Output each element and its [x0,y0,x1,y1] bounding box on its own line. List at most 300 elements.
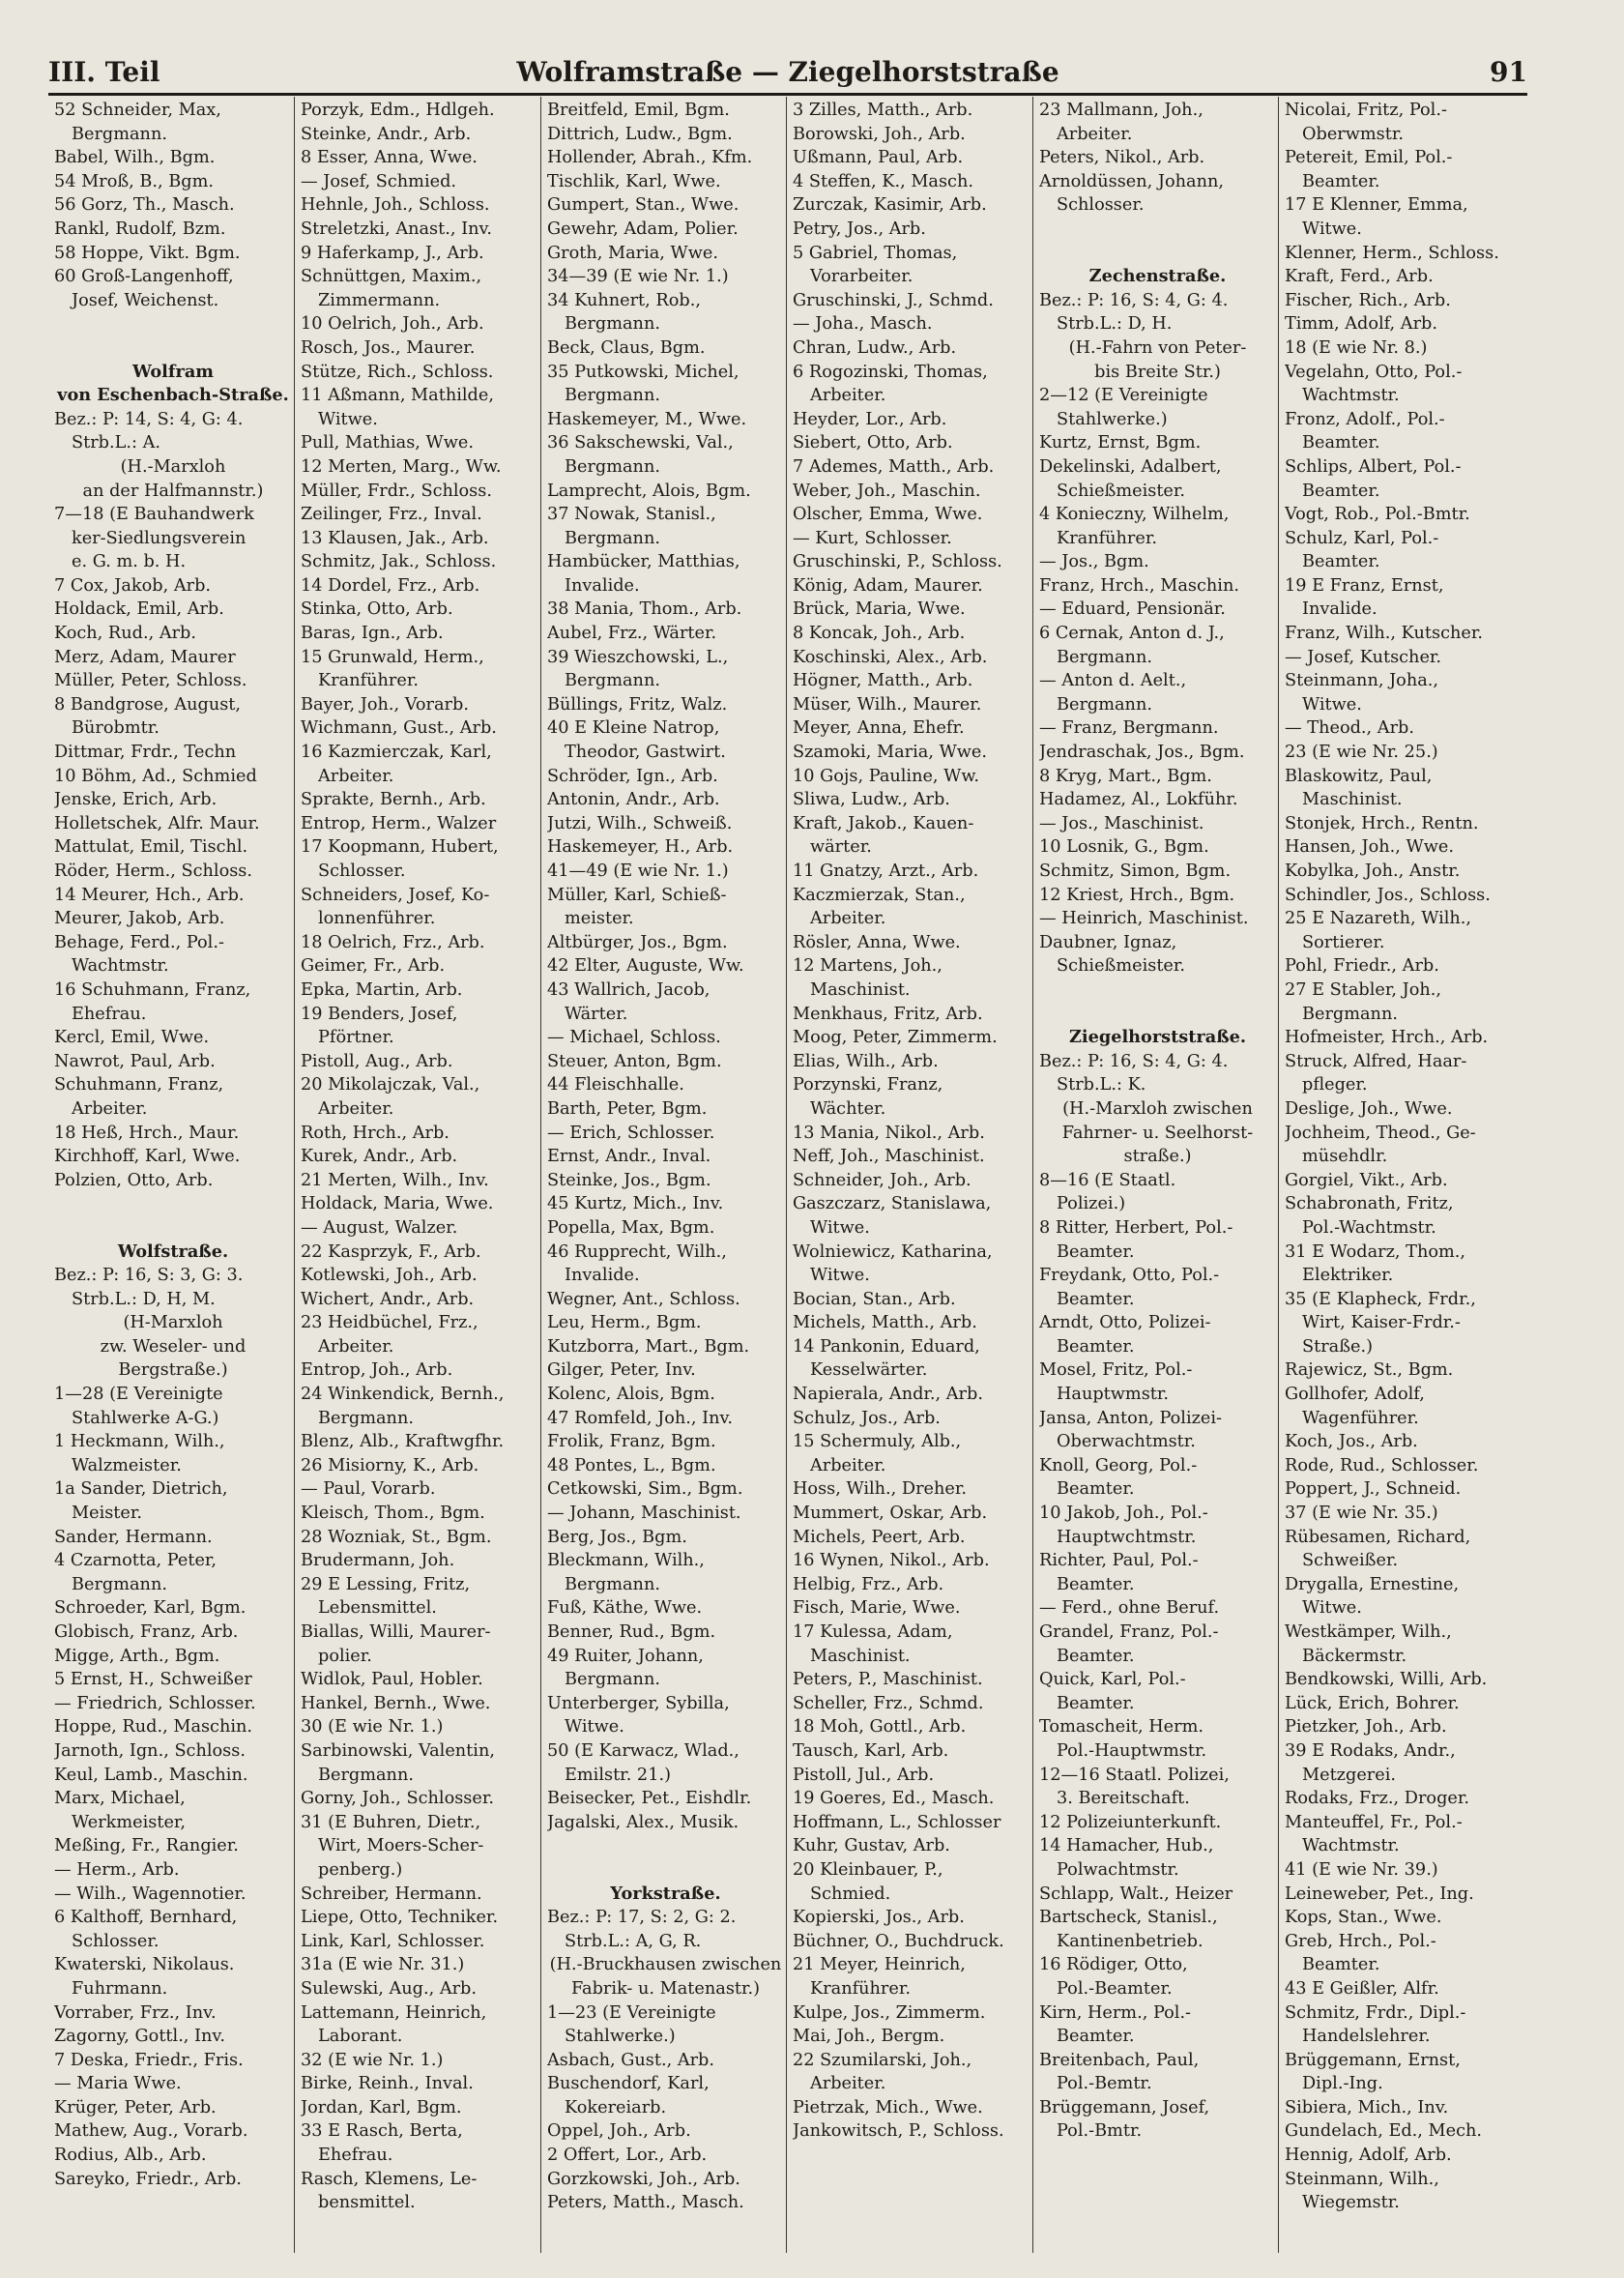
entry-line: Müller, Karl, Schieß- [547,885,727,905]
entry-line: Kurek, Andr., Arb. [301,1147,458,1167]
entry-line: Wirt, Moers-Scher- [318,1836,484,1856]
entry-line: Beamter. [1057,1241,1135,1262]
entry-line: Lebensmittel. [318,1598,437,1619]
entry-line: Oberwachtmstr. [1057,1432,1196,1452]
entry-line: 17 E Klenner, Emma, [1285,195,1468,216]
entry-line: Schuhmann, Franz, [54,1075,224,1095]
entry-line: Holdack, Maria, Wwe. [301,1194,494,1214]
entry-line: Pistoll, Aug., Arb. [301,1051,453,1071]
entry-line: Bürobmtr. [72,718,160,739]
entry-line: Hansen, Joh., Wwe. [1285,837,1454,858]
entry-line: Neff, Joh., Maschinist. [793,1147,985,1167]
street-heading: Ziegelhorststraße. [1068,1027,1247,1048]
entry-line: Szamoki, Maria, Wwe. [793,743,987,763]
entry-line: Witwe. [565,1717,624,1738]
entry-line: Röder, Herm., Schloss. [54,862,252,881]
entry-line: 16 Rödiger, Otto, [1039,1955,1188,1975]
entry-line: Bergmann. [1302,1004,1398,1024]
entry-line: Beamter. [1302,481,1380,501]
entry-line: Hambücker, Matthias, [547,552,740,572]
entry-line: Fuß, Käthe, Wwe. [547,1598,703,1619]
entry-line: Strb.L.: K. [1057,1075,1146,1095]
entry-line: Witwe. [1302,219,1362,239]
entry-line: 1—28 (E Vereinigte [54,1385,223,1405]
entry-line: 4 Steffen, K., Masch. [793,171,973,191]
entry-line: Olscher, Emma, Wwe. [793,505,983,525]
entry-line: Klenner, Herm., Schloss. [1285,243,1499,263]
entry-line: Wiegemstr. [1302,2193,1400,2213]
entry-line: 25 E Nazareth, Wilh., [1285,909,1472,929]
entry-line: Theodor, Gastwirt. [565,743,726,763]
entry-line: Bendkowski, Willi, Arb. [1285,1670,1488,1690]
entry-line: Gorzkowski, Joh., Arb. [547,2169,740,2189]
entry-line: Zagorny, Gottl., Inv. [54,2027,225,2047]
entry-line: Arndt, Otto, Polizei- [1039,1313,1211,1333]
entry-line: 14 Hamacher, Hub., [1039,1836,1214,1856]
entry-line: Bergmann. [72,1574,167,1594]
entry-line: 4 Czarnotta, Peter, [54,1551,218,1571]
entry-line: 52 Schneider, Max, [54,101,221,120]
entry-line: Sareyko, Friedr., Arb. [54,2169,242,2189]
entry-line: 7 Cox, Jakob, Arb. [54,575,212,596]
entry-line: Mai, Joh., Bergm. [793,2027,945,2047]
entry-line: 43 Wallrich, Jacob, [547,979,710,1000]
entry-line: Bez.: P: 14, S: 4, G: 4. [54,409,244,429]
entry-line: Stahlwerke.) [565,2027,676,2047]
street-heading: von Eschenbach-Straße. [57,385,289,406]
entry-line: Mummert, Oskar, Arb. [793,1504,988,1524]
entry-line: Koch, Jos., Arb. [1285,1432,1418,1452]
entry-line: Rosch, Jos., Maurer. [301,337,476,358]
entry-line: Müser, Wilh., Maurer. [793,694,982,715]
entry-line: Oppel, Joh., Arb. [547,2121,691,2142]
entry-line: Beamter. [1057,1646,1135,1666]
entry-line: 20 Mikolajczak, Val., [301,1075,480,1095]
entry-line: Biallas, Willi, Maurer- [301,1622,491,1642]
entry-line: Bergmann. [565,314,660,335]
entry-line: Roth, Hrch., Arb. [301,1123,450,1143]
entry-line: Rodaks, Frz., Droger. [1285,1789,1469,1809]
entry-line: Freydank, Otto, Pol.- [1039,1266,1220,1286]
entry-line: Bergmann. [1057,694,1152,715]
entry-line: 18 Moh, Gottl., Arb. [793,1717,967,1738]
entry-line: Koschinski, Alex., Arb. [793,647,988,667]
entry-line: Birke, Reinh., Inval. [301,2074,474,2094]
entry-line: Franz, Hrch., Maschin. [1039,575,1239,596]
entry-line: Rasch, Klemens, Le- [301,2169,478,2189]
column-2 [294,97,541,2253]
entry-line: 11 Aßmann, Mathilde, [301,386,494,406]
entry-line: Pietzker, Joh., Arb. [1285,1717,1447,1738]
entry-line: 10 Losnik, G., Bgm. [1039,837,1209,858]
entry-line: Sarbinowski, Valentin, [301,1740,495,1761]
entry-line: Kutzborra, Mart., Bgm. [547,1336,750,1357]
entry-line: Beamter. [1057,1336,1135,1357]
entry-line: Arbeiter. [318,1336,394,1357]
entry-line: Vorarbeiter. [810,267,914,287]
entry-line: 14 Meurer, Hch., Arb. [54,885,245,905]
entry-line: 28 Wozniak, St., Bgm. [301,1527,492,1547]
entry-line: Witwe. [810,1266,870,1286]
entry-line: Rankl, Rudolf, Bzm. [54,219,226,239]
entry-line: Sibiera, Mich., Inv. [1285,2097,1449,2117]
entry-line: 17 Koopmann, Hubert, [301,837,499,858]
entry-line: Invalide. [565,1266,640,1286]
entry-line: Steuer, Anton, Bgm. [547,1051,722,1071]
entry-line: Schlosser. [1057,195,1145,216]
entry-line: Pol.-Hauptwmstr. [1057,1740,1207,1761]
entry-line: 4 Konieczny, Wilhelm, [1039,505,1230,525]
entry-line: Hoppe, Rud., Maschin. [54,1717,253,1738]
entry-line: Beisecker, Pet., Eishdlr. [547,1789,752,1809]
entry-line: Berg, Jos., Bgm. [547,1527,687,1547]
entry-line: Schießmeister. [1057,481,1186,501]
entry-line: Schlosser. [318,862,406,881]
entry-line: Pistoll, Jul., Arb. [793,1765,935,1785]
entry-line: Asbach, Gust., Arb. [547,2050,715,2070]
entry-line: Leu, Herm., Bgm. [547,1313,702,1333]
entry-line: Aubel, Frz., Wärter. [547,624,717,644]
entry-line: 12 Martens, Joh., [793,956,942,977]
entry-line: Hoffmann, L., Schlosser [793,1812,1001,1832]
entry-line: 47 Romfeld, Joh., Inv. [547,1408,733,1428]
entry-line: Vogt, Rob., Pol.-Bmtr. [1285,505,1470,525]
entry-line: 6 Cernak, Anton d. J., [1039,624,1225,644]
entry-line: Tausch, Karl, Arb. [793,1740,949,1761]
entry-line: 18 Heß, Hrch., Maur. [54,1123,240,1143]
entry-line: Buschendorf, Karl, [547,2074,710,2094]
entry-line: Kirchhoff, Karl, Wwe. [54,1147,241,1167]
entry-line: Rodius, Alb., Arb. [54,2146,207,2166]
entry-line: Arbeiter. [1057,124,1133,144]
entry-line: 30 (E wie Nr. 1.) [301,1717,444,1738]
entry-line: Bergstraße.) [118,1360,228,1381]
entry-line: — Johann, Maschinist. [547,1504,741,1524]
entry-line: Hofmeister, Hrch., Arb. [1285,1028,1489,1048]
entry-line: 15 Grunwald, Herm., [301,647,484,667]
entry-line: 23 Heidbüchel, Frz., [301,1313,478,1333]
entry-line: Fuhrmann. [72,1978,168,1999]
entry-line: Schindler, Jos., Schloss. [1285,885,1491,905]
entry-line: — Paul, Vorarb. [301,1479,436,1500]
entry-line: — Jos., Maschinist. [1039,813,1204,833]
entry-line: 49 Ruiter, Johann, [547,1646,704,1666]
entry-line: Siebert, Otto, Arb. [793,433,953,453]
entry-line: (H.-Fahrn von Peter- [1068,337,1247,358]
entry-line: 21 Meyer, Heinrich, [793,1955,966,1975]
entry-line: 2—12 (E Vereinigte [1039,386,1208,406]
entry-line: Franz, Wilh., Kutscher. [1285,624,1483,644]
entry-line: Wächter. [810,1098,886,1119]
entry-line: Arbeiter. [810,386,886,406]
spacer [1039,1003,1276,1027]
entry-line: Manteuffel, Fr., Pol.- [1285,1812,1463,1832]
entry-line: Stonjek, Hrch., Rentn. [1285,813,1479,833]
entry-line: 26 Misiorny, K., Arb. [301,1455,479,1475]
entry-line: Benner, Rud., Bgm. [547,1622,716,1642]
entry-line: Blaskowitz, Paul, [1285,766,1433,786]
entry-line: Ernst, Andr., Inval. [547,1147,711,1167]
entry-line: Koch, Rud., Arb. [54,624,197,644]
entry-line: Fischer, Rich., Arb. [1285,290,1451,310]
entry-line: Kantinenbetrieb. [1057,1931,1204,1951]
entry-line: Schnüttgen, Maxim., [301,267,482,287]
entry-line: 34 Kuhnert, Rob., [547,290,701,310]
entry-line: Peters, Nikol., Arb. [1039,148,1205,168]
entry-line: — Theod., Arb. [1285,718,1414,739]
entry-line: (H.-Bruckhausen zwischen [549,1955,782,1975]
entry-line: meister. [565,909,634,929]
entry-line: 56 Gorz, Th., Masch. [54,195,235,216]
entry-line: Polizei.) [1057,1194,1126,1214]
entry-line: Sortierer. [1302,932,1385,952]
entry-line: Poppert, J., Schneid. [1285,1479,1462,1500]
entry-line: Steinmann, Wilh., [1285,2169,1439,2189]
entry-line: Heyder, Lor., Arb. [793,409,947,429]
entry-line: Jankowitsch, P., Schloss. [793,2121,1004,2142]
entry-line: Beamter. [1057,2027,1135,2047]
entry-line: Lamprecht, Alois, Bgm. [547,481,751,501]
entry-line: 13 Mania, Nikol., Arb. [793,1123,985,1143]
entry-line: Meßing, Fr., Rangier. [54,1836,239,1856]
entry-line: Jendraschak, Jos., Bgm. [1039,743,1245,763]
entry-line: 41 (E wie Nr. 39.) [1285,1859,1438,1880]
entry-line: Bergmann. [565,1670,660,1690]
entry-line: 23 Mallmann, Joh., [1039,101,1204,120]
entry-line: 18 (E wie Nr. 8.) [1285,337,1428,358]
entry-line: Ehefrau. [72,1004,147,1024]
entry-line: Stinka, Otto, Arb. [301,599,453,620]
entry-line: Chran, Ludw., Arb. [793,337,957,358]
entry-line: Migge, Arth., Bgm. [54,1646,220,1666]
entry-line: Breitfeld, Emil, Bgm. [547,101,730,120]
entry-line: Petereit, Emil, Pol.- [1285,148,1453,168]
entry-line: 10 Böhm, Ad., Schmied [54,766,257,786]
entry-line: 8 Bandgrose, August, [54,694,242,715]
entry-line: — Friedrich, Schlosser. [54,1693,256,1713]
entry-line: Gollhofer, Adolf, [1285,1385,1425,1405]
entry-line: 39 E Rodaks, Andr., [1285,1740,1456,1761]
entry-line: Wichmann, Gust., Arb. [301,718,497,739]
entry-line: Zurczak, Kasimir, Arb. [793,195,987,216]
entry-line: Hauptwmstr. [1057,1385,1170,1405]
entry-line: Jenske, Erich, Arb. [54,790,218,810]
entry-line: Beamter. [1302,433,1380,453]
entry-line: 8 Ritter, Herbert, Pol.- [1039,1217,1233,1238]
entry-line: 19 Goeres, Ed., Masch. [793,1789,995,1809]
entry-line: Schabronath, Fritz, [1285,1194,1454,1214]
entry-line: 22 Kasprzyk, F., Arb. [301,1241,481,1262]
entry-line: Arbeiter. [318,1098,394,1119]
entry-line: Meyer, Anna, Ehefr. [793,718,965,739]
entry-line: Bartscheck, Stanisl., [1039,1908,1218,1928]
entry-line: Hollender, Abrah., Kfm. [547,148,753,168]
entry-line: 1a Sander, Dietrich, [54,1479,228,1500]
entry-line: 16 Wynen, Nikol., Arb. [793,1551,990,1571]
entry-line: Stahlwerke A-G.) [72,1408,219,1428]
entry-line: Menkhaus, Fritz, Arb. [793,1004,983,1024]
entry-line: 37 Nowak, Stanisl., [547,505,716,525]
entry-line: Cetkowski, Sim., Bgm. [547,1479,743,1500]
entry-line: Peters, P., Maschinist. [793,1670,983,1690]
entry-line: 46 Rupprecht, Wilh., [547,1241,727,1262]
entry-line: Pol.-Beamter. [1057,1978,1173,1999]
entry-line: Werkmeister, [72,1812,187,1832]
entry-line: Hankel, Bernh., Wwe. [301,1693,491,1713]
entry-line: Antonin, Andr., Arb. [547,790,720,810]
entry-line: Wachtmstr. [72,956,169,977]
entry-line: — Wilh., Wagennotier. [54,1884,246,1904]
entry-line: Kuhr, Gustav, Arb. [793,1836,950,1856]
entry-line: Kercl, Emil, Wwe. [54,1028,210,1048]
entry-line: — Jos., Bgm. [1039,552,1149,572]
entry-line: Wagenführer. [1302,1408,1419,1428]
entry-line: Stahlwerke.) [1057,409,1168,429]
entry-line: Groth, Maria, Wwe. [547,243,718,263]
entry-line: Jagalski, Alex., Musik. [547,1812,740,1832]
entry-line: Fahrner- u. Seelhorst- [1061,1123,1254,1143]
entry-line: 5 Ernst, H., Schweißer [54,1670,252,1690]
entry-line: 48 Pontes, L., Bgm. [547,1455,716,1475]
entry-line: 1—23 (E Vereinigte [547,2002,716,2023]
entry-line: lonnenführer. [318,909,436,929]
entry-line: Schlosser. [72,1931,160,1951]
entry-line: Gundelach, Ed., Mech. [1285,2121,1483,2142]
street-heading: Yorkstraße. [610,1883,721,1904]
entry-line: 40 E Kleine Natrop, [547,718,720,739]
entry-line: Steinke, Andr., Arb. [301,124,472,144]
entry-line: Beamter. [1302,171,1380,191]
entry-line: Borowski, Joh., Arb. [793,124,966,144]
entry-line: 31 (E Buhren, Dietr., [301,1812,481,1832]
entry-line: Bäckermstr. [1302,1646,1407,1666]
entry-line: bensmittel. [318,2193,416,2213]
entry-line: Epka, Martin, Arb. [301,979,463,1000]
page-title: Wolframstraße — Ziegelhorststraße [516,56,1059,88]
entry-line: Scheller, Frz., Schmd. [793,1693,984,1713]
spacer [1039,242,1276,266]
entry-line: Brüggemann, Ernst, [1285,2050,1461,2070]
column-1 [48,97,296,2253]
entry-line: Tischlik, Karl, Wwe. [547,171,721,191]
entry-line: Kopierski, Jos., Arb. [793,1908,965,1928]
entry-line: Lück, Erich, Bohrer. [1285,1693,1460,1713]
entry-line: Lattemann, Heinrich, [301,2002,487,2023]
entry-line: 17 Kulessa, Adam, [793,1622,953,1642]
street-heading: Zechenstraße. [1088,266,1227,287]
entry-line: Hennig, Adolf, Arb. [1285,2146,1452,2166]
entry-line: Kaczmierzak, Stan., [793,885,966,905]
entry-line: 8 Kryg, Mart., Bgm. [1039,766,1212,786]
entry-line: — Michael, Schloss. [547,1028,721,1048]
entry-line: Quick, Karl, Pol.- [1039,1670,1186,1690]
entry-line: Porzyk, Edm., Hdlgeh. [301,101,495,120]
entry-line: 2 Offert, Lor., Arb. [547,2146,708,2166]
entry-line: Pol.-Wachtmstr. [1302,1217,1436,1238]
entry-line: Schneiders, Josef, Ko- [301,885,490,905]
entry-line: Stütze, Rich., Schloss. [301,362,494,382]
entry-line: Bez.: P: 17, S: 2, G: 2. [547,1908,737,1928]
spacer [547,1834,784,1858]
spacer [54,1192,292,1216]
entry-line: 35 Putkowski, Michel, [547,362,740,382]
street-heading: Wolfstraße. [117,1241,229,1262]
entry-line: Metzgerei. [1302,1765,1396,1785]
entry-line: Kurtz, Ernst, Bgm. [1039,433,1202,453]
page-header [48,54,1527,96]
entry-line: Bergmann. [318,1765,414,1785]
entry-line: Vegelahn, Otto, Pol.- [1285,362,1463,382]
column-6 [1278,97,1525,2253]
entry-line: Globisch, Franz, Arb. [54,1622,239,1642]
entry-line: 21 Merten, Wilh., Inv. [301,1170,489,1190]
entry-line: Maschinist. [810,1646,911,1666]
entry-line: Deslige, Joh., Wwe. [1285,1098,1453,1119]
entry-line: Vorraber, Frz., Inv. [54,2002,217,2023]
entry-line: König, Adam, Maurer. [793,575,983,596]
entry-line: 31a (E wie Nr. 31.) [301,1955,465,1975]
entry-line: — Heinrich, Maschinist. [1039,909,1249,929]
entry-line: Altbürger, Jos., Bgm. [547,932,728,952]
entry-line: 44 Fleischhalle. [547,1075,684,1095]
entry-line: müsehdlr. [1302,1147,1388,1167]
entry-line: Walzmeister. [72,1455,182,1475]
entry-line: Babel, Wilh., Bgm. [54,148,216,168]
spacer [1039,218,1276,242]
entry-line: Moog, Peter, Zimmerm. [793,1028,998,1048]
entry-line: — Joha., Masch. [793,314,933,335]
entry-line: Gruschinski, J., Schmd. [793,290,994,310]
entry-line: Michels, Peert, Arb. [793,1527,966,1547]
entry-line: 20 Kleinbauer, P., [793,1859,943,1880]
entry-line: Bleckmann, Wilh., [547,1551,705,1571]
entry-line: Wolniewicz, Katharina, [793,1241,993,1262]
entry-line: bis Breite Str.) [1094,362,1221,382]
entry-line: 3. Bereitschaft. [1057,1789,1190,1809]
entry-line: 38 Mania, Thom., Arb. [547,599,742,620]
entry-line: Wärter. [565,1004,628,1024]
entry-line: Beamter. [1057,1693,1135,1713]
entry-line: 1 Heckmann, Wilh., [54,1432,225,1452]
spacer [54,312,292,336]
entry-line: Sliwa, Ludw., Arb. [793,790,950,810]
entry-line: Jordan, Karl, Bgm. [301,2097,462,2117]
entry-line: Bergmann. [565,1574,660,1594]
entry-line: penberg.) [318,1859,403,1880]
entry-line: Fabrik- u. Matenastr.) [570,1978,761,1999]
entry-line: — Ferd., ohne Beruf. [1039,1598,1220,1619]
entry-line: Bergmann. [1057,647,1152,667]
entry-line: Polwachtmstr. [1057,1859,1179,1880]
entry-line: Entrop, Herm., Walzer [301,813,497,833]
entry-line: Arbeiter. [318,766,394,786]
entry-line: 34—39 (E wie Nr. 1.) [547,267,729,287]
entry-line: Gorgiel, Vikt., Arb. [1285,1170,1448,1190]
entry-line: Gilger, Peter, Inv. [547,1360,696,1381]
entry-line: Hadamez, Al., Lokführ. [1039,790,1238,810]
entry-line: 42 Elter, Auguste, Ww. [547,956,744,977]
entry-line: Schlapp, Walt., Heizer [1039,1884,1233,1904]
entry-line: Bergmann. [72,124,167,144]
entry-line: e. G. m. b. H. [72,552,187,572]
entry-line: Müller, Frdr., Schloss. [301,481,492,501]
entry-line: Hehnle, Joh., Schloss. [301,195,490,216]
entry-line: 31 E Wodarz, Thom., [1285,1241,1466,1262]
entry-line: Oberwmstr. [1302,124,1404,144]
entry-line: (H-Marxloh [123,1313,223,1333]
entry-line: Pohl, Friedr., Arb. [1285,956,1439,977]
entry-line: Holletschek, Alfr. Maur. [54,813,260,833]
